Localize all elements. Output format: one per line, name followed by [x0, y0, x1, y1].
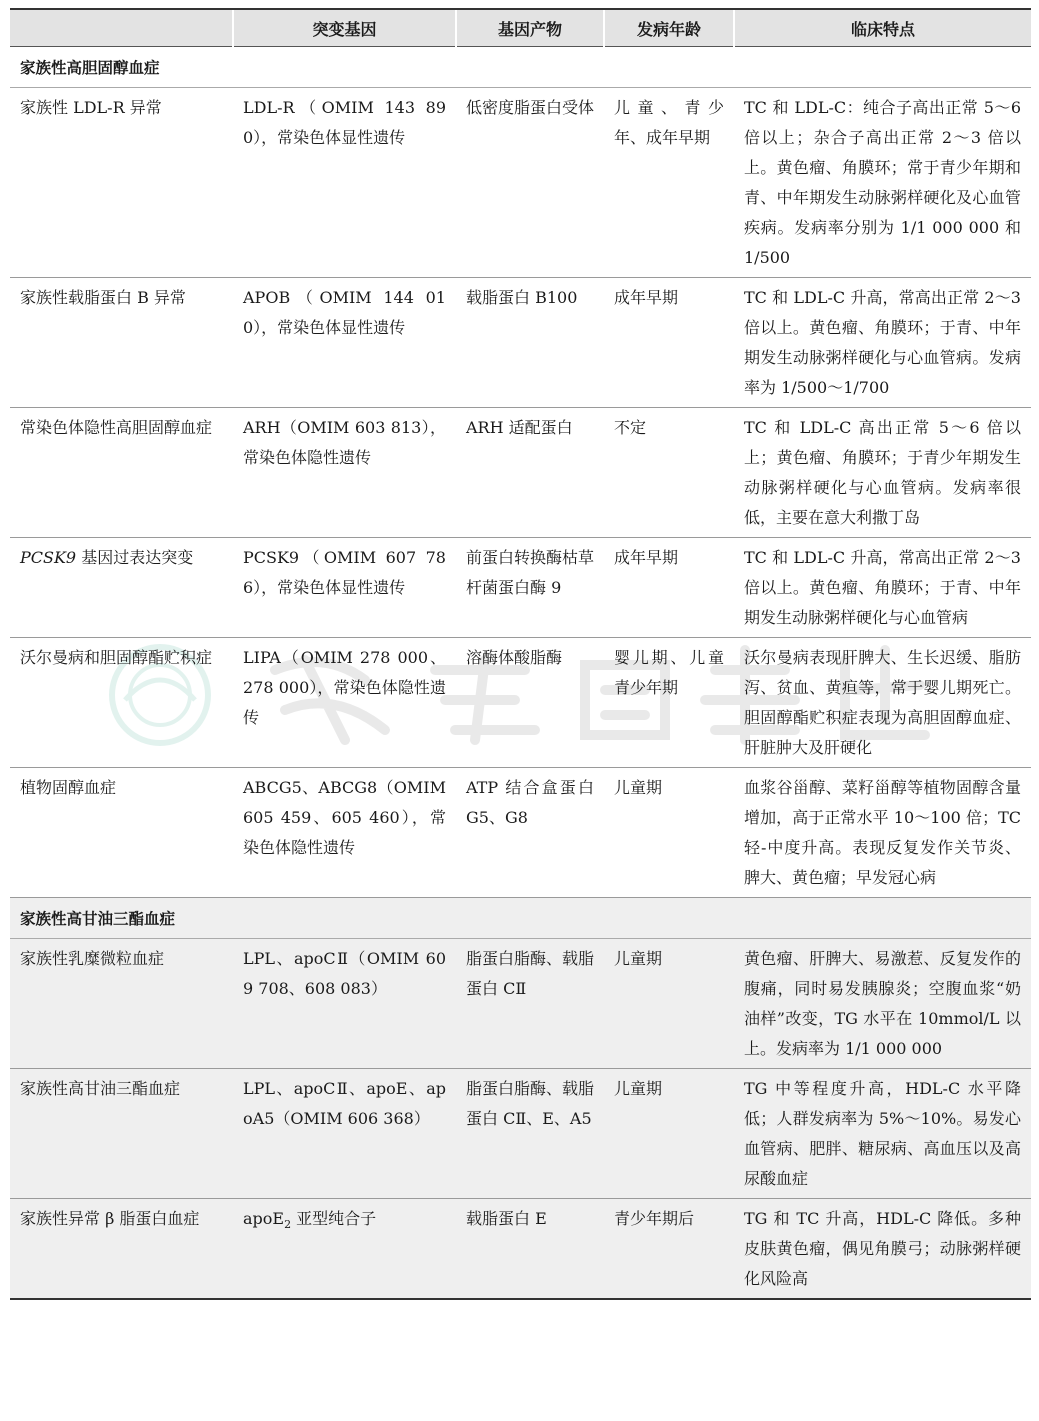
mutated-gene: LDL-R（OMIM 143 890），常染色体显性遗传 [233, 88, 456, 278]
gene-product: ATP 结合盒蛋白 G5、G8 [456, 768, 604, 898]
disease-name: 家族性乳糜微粒血症 [10, 939, 233, 1069]
gene-product: 载脂蛋白 B100 [456, 278, 604, 408]
header-disease [10, 9, 233, 47]
mutated-gene: ABCG5、ABCG8（OMIM 605 459、605 460），常染色体隐性遗传 [233, 768, 456, 898]
mutated-gene: ARH（OMIM 603 813），常染色体隐性遗传 [233, 408, 456, 538]
clinical-features: TC 和 LDL-C 升高，常高出正常 2～3 倍以上。黄色瘤、角膜环；于青、中年期发生动脉粥样硬化与心血管病。发病率为 1/500～1/700 [734, 278, 1031, 408]
disease-name: 家族性异常 β 脂蛋白血症 [10, 1199, 233, 1300]
section-title: 家族性高胆固醇血症 [10, 47, 1031, 88]
gene-subscript: 2 [284, 1218, 292, 1232]
gene-rest: 亚型纯合子 [291, 1209, 377, 1228]
table-row [10, 278, 1031, 408]
table-row [10, 1069, 1031, 1199]
gene-product: 前蛋白转换酶枯草杆菌蛋白酶 9 [456, 538, 604, 638]
mutated-gene: PCSK9（OMIM 607 786），常染色体显性遗传 [233, 538, 456, 638]
onset-age: 成年早期 [604, 538, 734, 638]
gene-apoe: apoE [243, 1209, 285, 1228]
gene-product: 脂蛋白脂酶、载脂蛋白 CⅡ [456, 939, 604, 1069]
section-hypercholesterolemia [10, 47, 1031, 898]
table-row [10, 638, 1031, 768]
mutated-gene [233, 1199, 456, 1300]
mutated-gene: LPL、apoCⅡ（OMIM 609 708、608 083） [233, 939, 456, 1069]
clinical-features: 沃尔曼病表现肝脾大、生长迟缓、脂肪泻、贫血、黄疸等，常于婴儿期死亡。胆固醇酯贮积症表现为高胆固醇血症、肝脏肿大及肝硬化 [734, 638, 1031, 768]
disease-name: 沃尔曼病和胆固醇酯贮积症 [10, 638, 233, 768]
disease-name: 常染色体隐性高胆固醇血症 [10, 408, 233, 538]
onset-age: 儿童、青少年、成年早期 [604, 88, 734, 278]
header-onset-age: 发病年龄 [604, 9, 734, 47]
header-mutated-gene: 突变基因 [233, 9, 456, 47]
onset-age: 儿童期 [604, 1069, 734, 1199]
table-row [10, 1199, 1031, 1300]
table-row [10, 939, 1031, 1069]
disease-name-rest: 基因过表达突变 [76, 548, 194, 567]
mutated-gene: LIPA（OMIM 278 000、278 000），常染色体隐性遗传 [233, 638, 456, 768]
header-clinical-features: 临床特点 [734, 9, 1031, 47]
table-row [10, 408, 1031, 538]
clinical-features: TC 和 LDL-C 升高，常高出正常 2～3 倍以上。黄色瘤、角膜环；于青、中年期发生动脉粥样硬化与心血管病 [734, 538, 1031, 638]
section-heading-row [10, 47, 1031, 88]
gene-product: 脂蛋白脂酶、载脂蛋白 CⅡ、E、A5 [456, 1069, 604, 1199]
onset-age: 成年早期 [604, 278, 734, 408]
mutated-gene: APOB（OMIM 144 010），常染色体显性遗传 [233, 278, 456, 408]
clinical-features: TC 和 LDL-C：纯合子高出正常 5～6 倍以上；杂合子高出正常 2～3 倍以上。黄色瘤、角膜环；常于青少年期和青、中年期发生动脉粥样硬化及心血管疾病。发病率分别为 1/1 000 000 和 1/500 [734, 88, 1031, 278]
clinical-features: 血浆谷甾醇、菜籽甾醇等植物固醇含量增加，高于正常水平 10～100 倍；TC 轻-中度升高。表现反复发作关节炎、脾大、黄色瘤；早发冠心病 [734, 768, 1031, 898]
clinical-features: TC 和 LDL-C 高出正常 5～6 倍以上；黄色瘤、角膜环；于青少年期发生动脉粥样硬化与心血管病。发病率很低，主要在意大利撒丁岛 [734, 408, 1031, 538]
onset-age: 青少年期后 [604, 1199, 734, 1300]
gene-product: 载脂蛋白 E [456, 1199, 604, 1300]
disease-name: 家族性高甘油三酯血症 [10, 1069, 233, 1199]
section-hypertriglyceridemia [10, 898, 1031, 1300]
table-row [10, 538, 1031, 638]
clinical-features: 黄色瘤、肝脾大、易激惹、反复发作的腹痛，同时易发胰腺炎；空腹血浆“奶油样”改变，TG 水平在 10mmol/L 以上。发病率为 1/1 000 000 [734, 939, 1031, 1069]
clinical-features: TG 和 TC 升高，HDL-C 降低。多种皮肤黄色瘤，偶见角膜弓；动脉粥样硬化风险高 [734, 1199, 1031, 1300]
onset-age: 儿童期 [604, 939, 734, 1069]
mutated-gene: LPL、apoCⅡ、apoE、apoA5（OMIM 606 368） [233, 1069, 456, 1199]
gene-product: 溶酶体酸脂酶 [456, 638, 604, 768]
gene-product: 低密度脂蛋白受体 [456, 88, 604, 278]
gene-symbol-italic: PCSK9 [20, 548, 77, 567]
header-gene-product: 基因产物 [456, 9, 604, 47]
disease-name: 家族性载脂蛋白 B 异常 [10, 278, 233, 408]
table-row [10, 768, 1031, 898]
gene-product: ARH 适配蛋白 [456, 408, 604, 538]
document-page [10, 8, 1031, 1300]
onset-age: 儿童期 [604, 768, 734, 898]
disease-name [10, 538, 233, 638]
onset-age: 婴儿期、儿童青少年期 [604, 638, 734, 768]
clinical-features: TG 中等程度升高，HDL-C 水平降低；人群发病率为 5%～10%。易发心血管病、肥胖、糖尿病、高血压以及高尿酸血症 [734, 1069, 1031, 1199]
table-row [10, 88, 1031, 278]
disease-name: 家族性 LDL-R 异常 [10, 88, 233, 278]
genetic-lipid-disorders-table [10, 8, 1031, 1300]
section-title: 家族性高甘油三酯血症 [10, 898, 1031, 939]
onset-age: 不定 [604, 408, 734, 538]
disease-name: 植物固醇血症 [10, 768, 233, 898]
table-header-row [10, 9, 1031, 47]
section-heading-row [10, 898, 1031, 939]
